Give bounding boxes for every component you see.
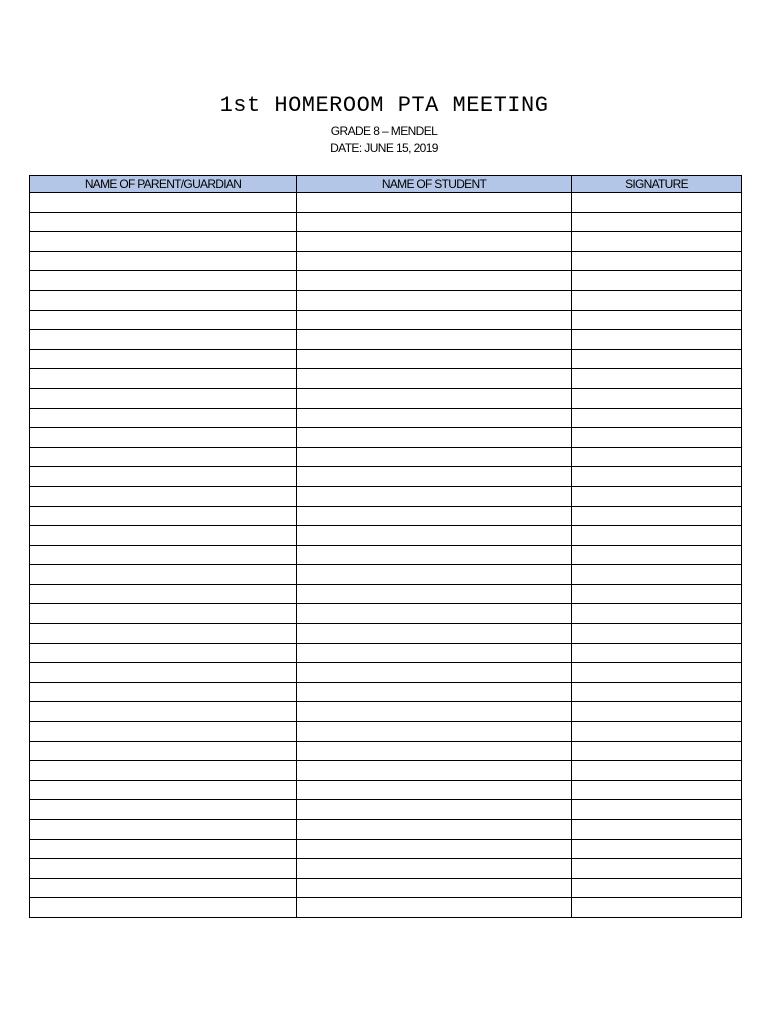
table-row bbox=[30, 467, 742, 487]
table-row bbox=[30, 584, 742, 604]
cell-parent-name[interactable] bbox=[30, 428, 297, 448]
cell-parent-name[interactable] bbox=[30, 486, 297, 506]
cell-signature[interactable] bbox=[572, 859, 742, 879]
cell-parent-name[interactable] bbox=[30, 330, 297, 350]
cell-parent-name[interactable] bbox=[30, 447, 297, 467]
cell-signature[interactable] bbox=[572, 780, 742, 800]
table-row bbox=[30, 722, 742, 742]
table-row bbox=[30, 624, 742, 644]
cell-student-name[interactable] bbox=[297, 271, 572, 291]
cell-student-name[interactable] bbox=[297, 878, 572, 898]
cell-signature[interactable] bbox=[572, 330, 742, 350]
cell-student-name[interactable] bbox=[297, 898, 572, 918]
cell-signature[interactable] bbox=[572, 486, 742, 506]
cell-student-name[interactable] bbox=[297, 800, 572, 820]
cell-signature[interactable] bbox=[572, 545, 742, 565]
cell-parent-name[interactable] bbox=[30, 761, 297, 781]
cell-signature[interactable] bbox=[572, 741, 742, 761]
table-row bbox=[30, 898, 742, 918]
cell-student-name[interactable] bbox=[297, 388, 572, 408]
table-row bbox=[30, 878, 742, 898]
cell-parent-name[interactable] bbox=[30, 271, 297, 291]
cell-student-name[interactable] bbox=[297, 290, 572, 310]
table-row bbox=[30, 643, 742, 663]
cell-signature[interactable] bbox=[572, 800, 742, 820]
cell-parent-name[interactable] bbox=[30, 584, 297, 604]
cell-signature[interactable] bbox=[572, 290, 742, 310]
cell-signature[interactable] bbox=[572, 761, 742, 781]
cell-signature[interactable] bbox=[572, 526, 742, 546]
cell-parent-name[interactable] bbox=[30, 290, 297, 310]
cell-student-name[interactable] bbox=[297, 526, 572, 546]
cell-signature[interactable] bbox=[572, 878, 742, 898]
table-row bbox=[30, 212, 742, 232]
table-row bbox=[30, 565, 742, 585]
cell-student-name[interactable] bbox=[297, 702, 572, 722]
cell-parent-name[interactable] bbox=[30, 349, 297, 369]
cell-parent-name[interactable] bbox=[30, 310, 297, 330]
table-row bbox=[30, 486, 742, 506]
cell-signature[interactable] bbox=[572, 722, 742, 742]
cell-student-name[interactable] bbox=[297, 349, 572, 369]
cell-student-name[interactable] bbox=[297, 545, 572, 565]
cell-parent-name[interactable] bbox=[30, 408, 297, 428]
table-row bbox=[30, 447, 742, 467]
cell-parent-name[interactable] bbox=[30, 800, 297, 820]
cell-signature[interactable] bbox=[572, 447, 742, 467]
cell-student-name[interactable] bbox=[297, 682, 572, 702]
cell-signature[interactable] bbox=[572, 310, 742, 330]
cell-signature[interactable] bbox=[572, 193, 742, 213]
cell-student-name[interactable] bbox=[297, 330, 572, 350]
cell-signature[interactable] bbox=[572, 428, 742, 448]
cell-parent-name[interactable] bbox=[30, 820, 297, 840]
table-row bbox=[30, 761, 742, 781]
cell-student-name[interactable] bbox=[297, 859, 572, 879]
cell-student-name[interactable] bbox=[297, 839, 572, 859]
table-row bbox=[30, 369, 742, 389]
table-body bbox=[30, 193, 742, 918]
table-row bbox=[30, 349, 742, 369]
column-header-parent: NAME OF PARENT/GUARDIAN bbox=[30, 176, 297, 193]
cell-student-name[interactable] bbox=[297, 761, 572, 781]
table-row bbox=[30, 232, 742, 252]
table-row bbox=[30, 741, 742, 761]
table-row bbox=[30, 839, 742, 859]
cell-signature[interactable] bbox=[572, 702, 742, 722]
cell-student-name[interactable] bbox=[297, 408, 572, 428]
table-row bbox=[30, 506, 742, 526]
cell-parent-name[interactable] bbox=[30, 741, 297, 761]
cell-parent-name[interactable] bbox=[30, 232, 297, 252]
column-header-signature: SIGNATURE bbox=[572, 176, 742, 193]
cell-parent-name[interactable] bbox=[30, 545, 297, 565]
cell-signature[interactable] bbox=[572, 584, 742, 604]
cell-signature[interactable] bbox=[572, 369, 742, 389]
table-row bbox=[30, 545, 742, 565]
cell-parent-name[interactable] bbox=[30, 702, 297, 722]
attendance-table bbox=[29, 175, 742, 918]
table-header-row bbox=[30, 176, 742, 193]
cell-parent-name[interactable] bbox=[30, 663, 297, 683]
table-row bbox=[30, 800, 742, 820]
cell-parent-name[interactable] bbox=[30, 506, 297, 526]
table-row bbox=[30, 702, 742, 722]
cell-signature[interactable] bbox=[572, 565, 742, 585]
cell-parent-name[interactable] bbox=[30, 251, 297, 271]
table-row bbox=[30, 290, 742, 310]
table-row bbox=[30, 310, 742, 330]
cell-signature[interactable] bbox=[572, 349, 742, 369]
cell-student-name[interactable] bbox=[297, 447, 572, 467]
cell-parent-name[interactable] bbox=[30, 212, 297, 232]
cell-student-name[interactable] bbox=[297, 624, 572, 644]
table-row bbox=[30, 330, 742, 350]
table-row bbox=[30, 663, 742, 683]
table-row bbox=[30, 271, 742, 291]
cell-student-name[interactable] bbox=[297, 584, 572, 604]
cell-parent-name[interactable] bbox=[30, 898, 297, 918]
cell-student-name[interactable] bbox=[297, 820, 572, 840]
cell-signature[interactable] bbox=[572, 643, 742, 663]
cell-signature[interactable] bbox=[572, 408, 742, 428]
cell-signature[interactable] bbox=[572, 839, 742, 859]
cell-parent-name[interactable] bbox=[30, 682, 297, 702]
grade-line: GRADE 8 – MENDEL bbox=[330, 124, 438, 138]
cell-signature[interactable] bbox=[572, 388, 742, 408]
cell-parent-name[interactable] bbox=[30, 722, 297, 742]
cell-signature[interactable] bbox=[572, 232, 742, 252]
table-row bbox=[30, 408, 742, 428]
cell-student-name[interactable] bbox=[297, 212, 572, 232]
cell-student-name[interactable] bbox=[297, 310, 572, 330]
cell-student-name[interactable] bbox=[297, 722, 572, 742]
cell-parent-name[interactable] bbox=[30, 369, 297, 389]
cell-student-name[interactable] bbox=[297, 232, 572, 252]
table-row bbox=[30, 428, 742, 448]
cell-parent-name[interactable] bbox=[30, 780, 297, 800]
cell-student-name[interactable] bbox=[297, 604, 572, 624]
cell-parent-name[interactable] bbox=[30, 467, 297, 487]
cell-parent-name[interactable] bbox=[30, 604, 297, 624]
page-title: 1st HOMEROOM PTA MEETING bbox=[219, 93, 549, 118]
cell-signature[interactable] bbox=[572, 467, 742, 487]
table-row bbox=[30, 388, 742, 408]
cell-parent-name[interactable] bbox=[30, 388, 297, 408]
table-row bbox=[30, 604, 742, 624]
cell-student-name[interactable] bbox=[297, 780, 572, 800]
cell-signature[interactable] bbox=[572, 271, 742, 291]
cell-student-name[interactable] bbox=[297, 467, 572, 487]
cell-signature[interactable] bbox=[572, 251, 742, 271]
cell-signature[interactable] bbox=[572, 624, 742, 644]
cell-signature[interactable] bbox=[572, 898, 742, 918]
cell-student-name[interactable] bbox=[297, 663, 572, 683]
cell-student-name[interactable] bbox=[297, 428, 572, 448]
cell-signature[interactable] bbox=[572, 506, 742, 526]
table-row bbox=[30, 251, 742, 271]
cell-parent-name[interactable] bbox=[30, 526, 297, 546]
cell-student-name[interactable] bbox=[297, 251, 572, 271]
cell-parent-name[interactable] bbox=[30, 193, 297, 213]
cell-parent-name[interactable] bbox=[30, 878, 297, 898]
cell-signature[interactable] bbox=[572, 820, 742, 840]
cell-parent-name[interactable] bbox=[30, 565, 297, 585]
cell-student-name[interactable] bbox=[297, 369, 572, 389]
cell-parent-name[interactable] bbox=[30, 643, 297, 663]
cell-student-name[interactable] bbox=[297, 486, 572, 506]
table-row bbox=[30, 526, 742, 546]
cell-student-name[interactable] bbox=[297, 741, 572, 761]
cell-student-name[interactable] bbox=[297, 643, 572, 663]
cell-student-name[interactable] bbox=[297, 193, 572, 213]
table-row bbox=[30, 193, 742, 213]
cell-signature[interactable] bbox=[572, 663, 742, 683]
cell-signature[interactable] bbox=[572, 212, 742, 232]
cell-student-name[interactable] bbox=[297, 506, 572, 526]
table-row bbox=[30, 682, 742, 702]
cell-signature[interactable] bbox=[572, 604, 742, 624]
date-line: DATE: JUNE 15, 2019 bbox=[330, 141, 438, 155]
table-row bbox=[30, 780, 742, 800]
cell-parent-name[interactable] bbox=[30, 859, 297, 879]
cell-parent-name[interactable] bbox=[30, 624, 297, 644]
table-row bbox=[30, 859, 742, 879]
table-row bbox=[30, 820, 742, 840]
cell-student-name[interactable] bbox=[297, 565, 572, 585]
cell-signature[interactable] bbox=[572, 682, 742, 702]
column-header-student: NAME OF STUDENT bbox=[297, 176, 572, 193]
cell-parent-name[interactable] bbox=[30, 839, 297, 859]
